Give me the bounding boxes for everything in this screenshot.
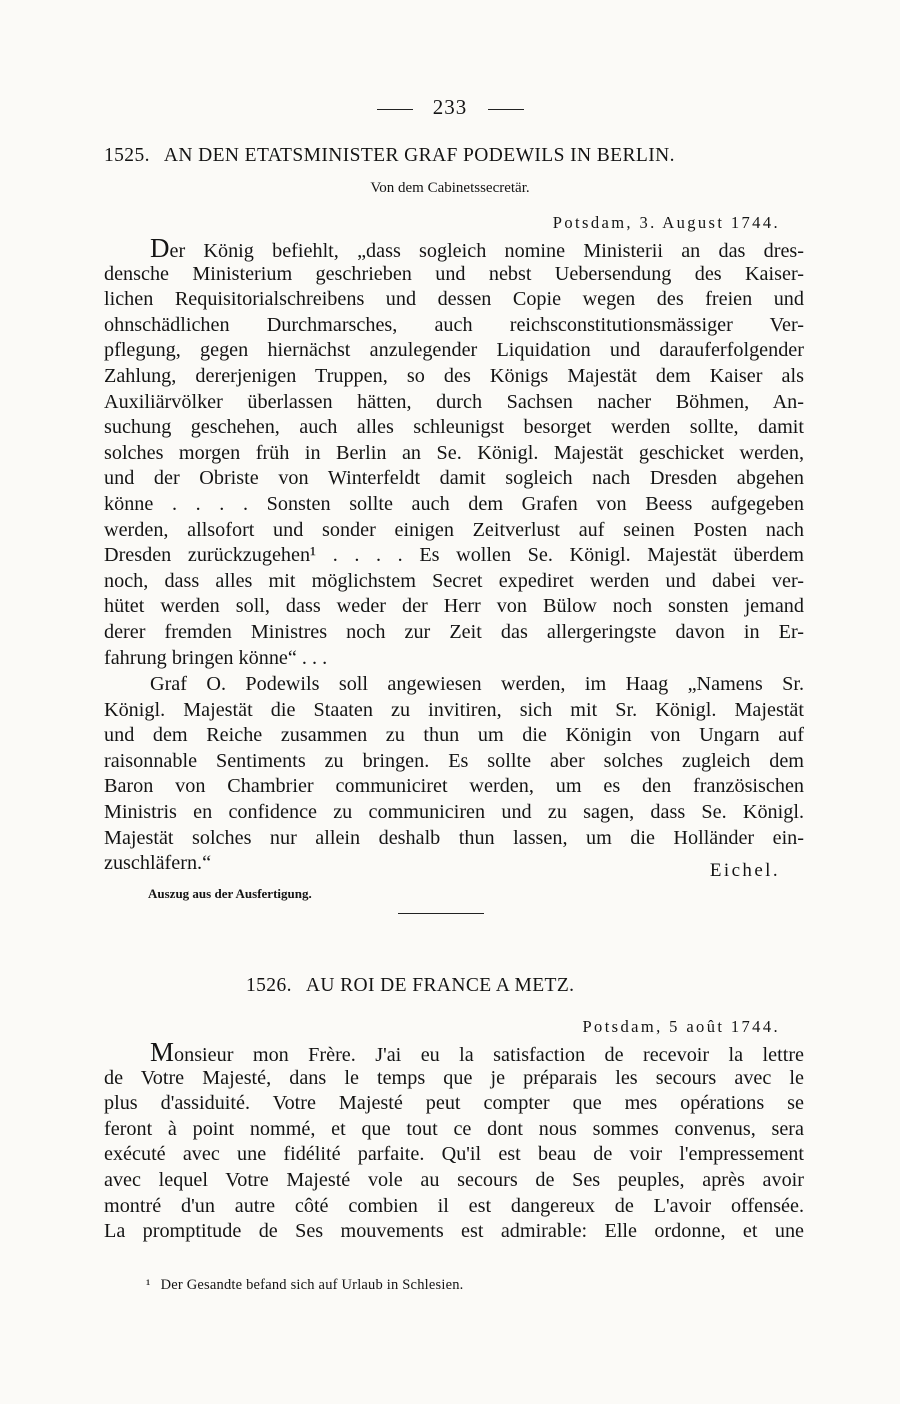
letter-heading-1525 xyxy=(104,145,816,167)
text-line: Königl. Majestät die Staaten zu invitiren, sich mit Sr. Königl. Majestät xyxy=(104,698,804,721)
section-separator xyxy=(398,913,484,914)
text-line: werden, allsofort und sonder einigen Zeitverlust auf seinen Posten nach xyxy=(104,518,804,541)
page-number: 233 xyxy=(432,95,468,119)
text-line: fahrung bringen könne“ . . . xyxy=(104,646,328,669)
text-line: avec lequel Votre Majesté vole au secours de Ses peuples, après avoir xyxy=(104,1168,804,1191)
text-line: Monsieur mon Frère. J'ai eu la satisfaction de recevoir la lettre xyxy=(150,1037,804,1067)
text-line: Ministris en confidence zu communiciren und zu sagen, dass Se. Königl. xyxy=(104,800,804,823)
footnote-text: Der Gesandte befand sich auf Urlaub in Schlesien. xyxy=(160,1277,464,1293)
text-line: könne . . . . Sonsten sollte auch dem Grafen von Beess aufgegeben xyxy=(104,492,804,515)
signature: Eichel. xyxy=(709,860,780,881)
letter-body-1525-p2 xyxy=(104,672,804,877)
text-line: montré d'un autre côté combien il est dangereux de L'avoir offensée. xyxy=(104,1194,804,1217)
text-line: Majestät solches nur allein deshalb thun lassen, um die Holländer ein- xyxy=(104,826,804,849)
text-line: hütet werden soll, dass weder der Herr von Bülow noch sonsten jemand xyxy=(104,595,804,618)
page-header xyxy=(0,95,900,120)
text-line: Zahlung, dererjenigen Truppen, so des Königs Majestät dem Kaiser als xyxy=(104,364,804,387)
letter-heading-1526 xyxy=(246,975,746,997)
text-line: Der König befiehlt, „dass sogleich nomine Ministerii an das dres- xyxy=(150,233,804,263)
text-line: Auxiliärvölker überlassen hätten, durch Sachsen nacher Böhmen, An- xyxy=(104,390,804,413)
text-line: noch, dass alles mit möglichstem Secret expediret werden und dabei ver- xyxy=(104,569,804,592)
header-rule-right xyxy=(488,109,524,110)
text-line: La promptitude de Ses mouvements est admirable: Elle ordonne, et une xyxy=(104,1220,804,1243)
text-line: pflegung, gegen hiernächst anzulegender Liquidation und darauferfolgender xyxy=(104,339,804,362)
text-line: und dem Reiche zusammen zu thun um die Königin von Ungarn auf xyxy=(104,724,804,747)
text-line: de Votre Majesté, dans le temps que je préparais les secours avec le xyxy=(104,1066,804,1089)
letter-title: AN DEN ETATSMINISTER GRAF PODEWILS IN BERLIN. xyxy=(163,145,675,166)
letter-body-1526-p1 xyxy=(104,1037,804,1245)
text-line: lichen Requisitorialschreibens und dessen Copie wegen des freien und xyxy=(104,288,804,311)
text-line: plus d'assiduité. Votre Majesté peut compter que mes opérations se xyxy=(104,1092,804,1115)
text-line: raisonnable Sentiments zu bringen. Es sollte aber solches zugleich dem xyxy=(104,749,804,772)
text-line: ohnschädlichen Durchmarsches, auch reichsconstitutionsmässiger Ver- xyxy=(104,313,804,336)
header-rule-left xyxy=(377,109,413,110)
source-note: Auszug aus der Ausfertigung. xyxy=(148,886,312,901)
text-line: exécuté avec une fidélité parfaite. Qu'il est beau de voir l'empressement xyxy=(104,1143,804,1166)
text-line: feront à point nommé, et que tout ce dont nous sommes convenus, sera xyxy=(104,1117,804,1140)
drop-cap: M xyxy=(150,1037,175,1067)
text-line: densche Ministerium geschrieben und nebst Uebersendung des Kaiser- xyxy=(104,262,804,285)
text-line: suchung geschehen, auch alles schleunigst besorget werden sollte, damit xyxy=(104,416,804,439)
letter-title: AU ROI DE FRANCE A METZ. xyxy=(305,975,575,996)
letter-dateline: Potsdam, 3. August 1744. xyxy=(552,213,780,232)
text-line: zuschläfern.“ xyxy=(104,852,212,875)
drop-cap: D xyxy=(150,233,170,263)
text-line: derer fremden Ministres noch zur Zeit das allergeringste davon in Er- xyxy=(104,620,804,643)
letter-number: 1525. xyxy=(104,145,150,166)
text-line: und der Obriste von Winterfeldt damit sogleich nach Dresden abgehen xyxy=(104,467,804,490)
text-line: Dresden zurückzugehen¹ . . . . Es wollen Se. Königl. Majestät überdem xyxy=(104,544,804,567)
text-line: solches morgen früh in Berlin an Se. Königl. Majestät geschicket werden, xyxy=(104,441,804,464)
letter-subtitle: Von dem Cabinetssecretär. xyxy=(370,180,530,196)
footnote xyxy=(146,1277,464,1294)
letter-number: 1526. xyxy=(246,975,292,996)
letter-body-1525-p1 xyxy=(104,233,804,671)
text-line: Graf O. Podewils soll angewiesen werden, im Haag „Namens Sr. xyxy=(150,673,804,695)
letter-dateline: Potsdam, 5 août 1744. xyxy=(582,1017,780,1036)
text-line: Baron von Chambrier communiciret werden, um es den französischen xyxy=(104,775,804,798)
footnote-mark: ¹ xyxy=(146,1277,151,1293)
